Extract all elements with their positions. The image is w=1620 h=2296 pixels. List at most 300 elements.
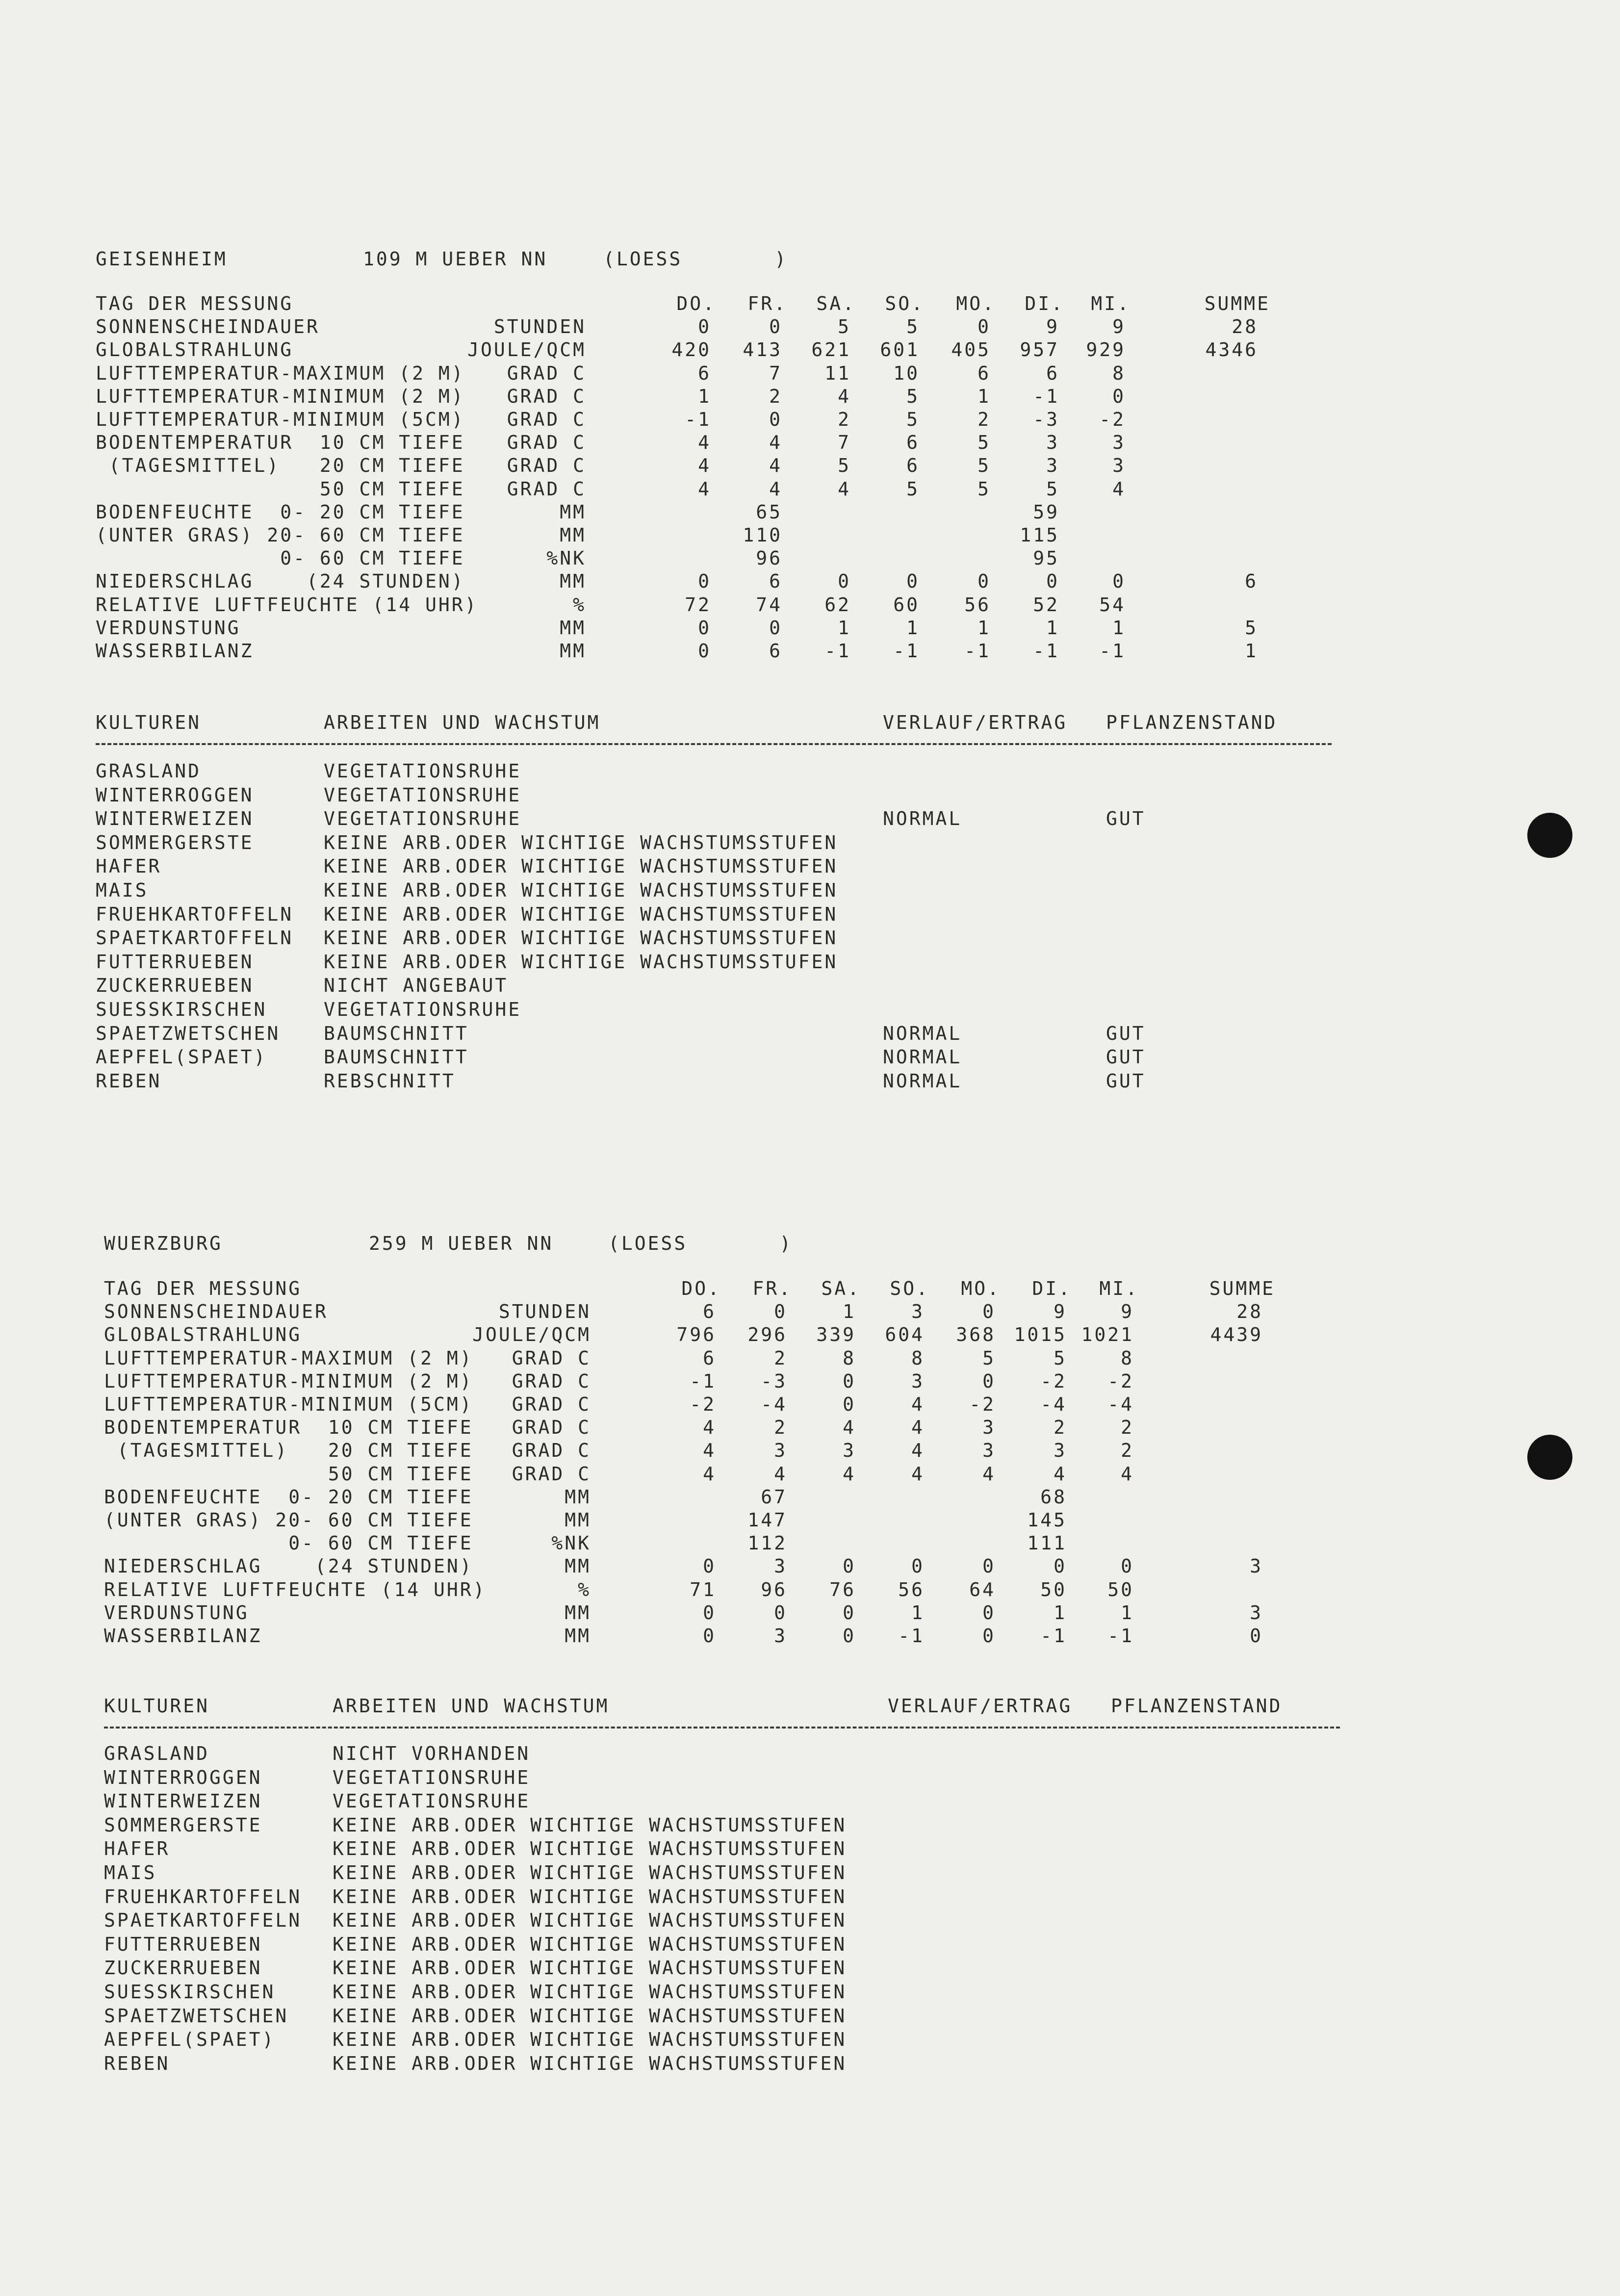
cell-value: 8	[911, 1347, 925, 1369]
cell-value: 54	[1099, 593, 1126, 616]
cell-value: 5	[977, 455, 991, 477]
row-unit: MM	[560, 524, 586, 546]
cell-value: 4	[703, 1440, 716, 1462]
cell-value: 96	[756, 547, 782, 569]
cell-value: 5	[838, 455, 851, 477]
day-header: DI.	[1032, 1278, 1072, 1299]
cell-value: 4	[911, 1417, 925, 1439]
crops-header-verlauf: VERLAUF/ERTRAG	[883, 712, 1068, 733]
cell-value: 1	[906, 617, 920, 639]
cell-value: 2	[769, 385, 782, 407]
row-label: WASSERBILANZ	[96, 640, 254, 662]
cell-value: 0	[977, 316, 991, 338]
cell-value: 4	[769, 455, 782, 477]
crop-work: KEINE ARB.ODER WICHTIGE WACHSTUMSSTUFEN	[333, 1981, 847, 2003]
cell-value: 6	[769, 570, 782, 593]
cell-value: 0	[769, 617, 782, 639]
cell-value: 50	[1040, 1578, 1067, 1600]
crop-work: VEGETATIONSRUHE	[324, 808, 522, 830]
cell-value: 4	[1112, 478, 1126, 500]
cell-value: 0	[982, 1370, 996, 1392]
cell-value: 2	[1054, 1417, 1067, 1439]
row-unit: MM	[560, 617, 586, 639]
row-unit: STUNDEN	[493, 316, 586, 338]
cell-value: 420	[671, 339, 711, 361]
crop-name: GRASLAND	[104, 1743, 210, 1764]
crop-work: KEINE ARB.ODER WICHTIGE WACHSTUMSSTUFEN	[333, 2005, 847, 2027]
cell-value: 621	[811, 339, 851, 361]
cell-value: 0	[1112, 385, 1126, 407]
cell-value: 6	[906, 455, 920, 477]
cell-value: 6	[703, 1347, 716, 1369]
cell-value: 0	[1046, 570, 1059, 593]
cell-value: 929	[1086, 339, 1126, 361]
day-header: SO.	[885, 293, 925, 314]
crop-name: SPAETZWETSCHEN	[104, 2005, 289, 2027]
cell-value: -1	[1033, 640, 1059, 662]
row-label: LUFTTEMPERATUR-MINIMUM (5CM)	[96, 409, 465, 430]
row-label: LUFTTEMPERATUR-MINIMUM (2 M)	[104, 1370, 473, 1392]
row-label: TAG DER MESSUNG	[96, 293, 294, 314]
cell-value: 6	[1046, 362, 1059, 384]
cell-value: 0	[774, 1301, 787, 1323]
cell-value: -2	[969, 1393, 996, 1415]
cell-value: 796	[676, 1324, 716, 1346]
row-label: WASSERBILANZ	[104, 1625, 262, 1647]
crops-header-pflanzen: PFLANZENSTAND	[1111, 1695, 1283, 1717]
row-label: LUFTTEMPERATUR-MINIMUM (2 M)	[96, 385, 465, 407]
cell-value: 0	[911, 1555, 925, 1577]
row-label: (UNTER GRAS) 20- 60 CM TIEFE	[104, 1509, 473, 1531]
crop-name: SOMMERGERSTE	[96, 831, 254, 853]
cell-value: 6	[977, 362, 991, 384]
crop-work: KEINE ARB.ODER WICHTIGE WACHSTUMSSTUFEN	[324, 951, 838, 973]
cell-value: 1	[1121, 1601, 1134, 1624]
row-unit: GRAD C	[512, 1440, 591, 1462]
cell-value: 4	[1054, 1463, 1067, 1485]
cell-value: -2	[690, 1393, 716, 1415]
crop-name: ZUCKERRUEBEN	[96, 975, 254, 997]
cell-value: 7	[769, 362, 782, 384]
cell-value: -1	[893, 640, 920, 662]
cell-value: 296	[747, 1324, 787, 1346]
row-unit: MM	[565, 1509, 591, 1531]
cell-value: -4	[1107, 1393, 1134, 1415]
row-unit: MM	[560, 570, 586, 593]
crop-work: REBSCHNITT	[324, 1070, 456, 1092]
crop-name: GRASLAND	[96, 760, 202, 782]
station-soil: (LOESS )	[603, 248, 788, 270]
row-unit: MM	[560, 640, 586, 662]
cell-value: 5	[977, 432, 991, 454]
row-unit: GRAD C	[507, 385, 586, 407]
cell-sum: 3	[1250, 1601, 1263, 1624]
row-unit: MM	[565, 1625, 591, 1647]
row-label: 50 CM TIEFE	[104, 1463, 473, 1485]
day-header: DI.	[1025, 293, 1064, 314]
cell-value: 2	[1121, 1417, 1134, 1439]
cell-value: 3	[843, 1440, 856, 1462]
crop-work: VEGETATIONSRUHE	[324, 784, 522, 806]
row-unit: %NK	[546, 547, 586, 569]
row-unit: %	[573, 593, 586, 616]
cell-value: -1	[1099, 640, 1126, 662]
crop-work: VEGETATIONSRUHE	[324, 999, 522, 1020]
cell-value: 4	[1121, 1463, 1134, 1485]
cell-value: 0	[982, 1301, 996, 1323]
cell-value: 4	[703, 1463, 716, 1485]
cell-value: 3	[1112, 455, 1126, 477]
cell-value: 2	[774, 1417, 787, 1439]
crop-name: SPAETZWETSCHEN	[96, 1022, 281, 1044]
row-label: NIEDERSCHLAG (24 STUNDEN)	[104, 1555, 473, 1577]
row-unit: GRAD C	[507, 409, 586, 430]
crop-work: VEGETATIONSRUHE	[324, 760, 522, 782]
row-unit: MM	[560, 501, 586, 523]
crop-work: BAUMSCHNITT	[324, 1022, 469, 1044]
cell-value: 4	[911, 1440, 925, 1462]
row-unit: MM	[565, 1601, 591, 1624]
cell-value: 405	[951, 339, 991, 361]
cell-value: 1	[911, 1601, 925, 1624]
cell-value: -2	[1099, 409, 1126, 430]
cell-value: 0	[982, 1601, 996, 1624]
day-header: DO.	[676, 293, 716, 314]
cell-value: 0	[906, 570, 920, 593]
crop-work: KEINE ARB.ODER WICHTIGE WACHSTUMSSTUFEN	[333, 1885, 847, 1908]
cell-value: 10	[893, 362, 920, 384]
cell-value: 1	[977, 385, 991, 407]
cell-value: 0	[982, 1625, 996, 1647]
row-label: TAG DER MESSUNG	[104, 1278, 302, 1299]
crop-work: KEINE ARB.ODER WICHTIGE WACHSTUMSSTUFEN	[333, 1814, 847, 1836]
cell-sum: 6	[1245, 570, 1258, 593]
cell-value: 1	[843, 1301, 856, 1323]
cell-value: -1	[1033, 385, 1059, 407]
crop-work: KEINE ARB.ODER WICHTIGE WACHSTUMSSTUFEN	[333, 1933, 847, 1955]
cell-value: -1	[1107, 1625, 1134, 1647]
row-unit: GRAD C	[507, 432, 586, 454]
cell-value: 0	[703, 1625, 716, 1647]
cell-value: 56	[898, 1578, 925, 1600]
cell-value: 9	[1112, 316, 1126, 338]
cell-value: 3	[774, 1625, 787, 1647]
crop-work: KEINE ARB.ODER WICHTIGE WACHSTUMSSTUFEN	[333, 1909, 847, 1932]
row-label: (TAGESMITTEL) 20 CM TIEFE	[104, 1440, 473, 1462]
crop-work: KEINE ARB.ODER WICHTIGE WACHSTUMSSTUFEN	[324, 903, 838, 925]
row-label: SONNENSCHEINDAUER	[96, 316, 320, 338]
cell-sum: 0	[1250, 1625, 1263, 1647]
row-label: LUFTTEMPERATUR-MAXIMUM (2 M)	[96, 362, 465, 384]
cell-value: 957	[1020, 339, 1059, 361]
cell-value: -3	[1033, 409, 1059, 430]
cell-value: 368	[956, 1324, 996, 1346]
crop-stand: GUT	[1106, 1046, 1146, 1068]
crop-verlauf: NORMAL	[883, 1070, 962, 1092]
crop-name: FRUEHKARTOFFELN	[96, 903, 294, 925]
cell-value: 5	[1046, 478, 1059, 500]
cell-value: 59	[1033, 501, 1059, 523]
cell-value: 0	[774, 1601, 787, 1624]
cell-value: 7	[838, 432, 851, 454]
crop-stand: GUT	[1106, 1022, 1146, 1044]
cell-value: 4	[698, 432, 711, 454]
cell-value: 8	[1121, 1347, 1134, 1369]
cell-value: 3	[911, 1301, 925, 1323]
cell-value: 0	[698, 617, 711, 639]
crop-name: FUTTERRUEBEN	[96, 951, 254, 973]
cell-value: 115	[1020, 524, 1059, 546]
cell-value: 4	[843, 1417, 856, 1439]
cell-sum: 4346	[1205, 339, 1258, 361]
crop-work: NICHT ANGEBAUT	[324, 975, 509, 997]
cell-value: 0	[769, 409, 782, 430]
cell-sum: 5	[1245, 617, 1258, 639]
cell-value: 1	[1112, 617, 1126, 639]
station-altitude: 109 M UEBER NN	[363, 248, 548, 270]
punch-hole	[1527, 813, 1572, 858]
cell-value: 5	[838, 316, 851, 338]
row-unit: GRAD C	[512, 1393, 591, 1415]
cell-value: 3	[982, 1417, 996, 1439]
cell-value: 65	[756, 501, 782, 523]
day-header: SO.	[890, 1278, 929, 1299]
cell-value: 5	[906, 316, 920, 338]
row-unit: GRAD C	[512, 1463, 591, 1485]
cell-value: 68	[1040, 1486, 1067, 1508]
crop-work: KEINE ARB.ODER WICHTIGE WACHSTUMSSTUFEN	[324, 927, 838, 949]
station-altitude: 259 M UEBER NN	[369, 1233, 554, 1254]
crop-name: HAFER	[104, 1838, 170, 1860]
cell-value: 0	[843, 1393, 856, 1415]
crop-work: VEGETATIONSRUHE	[333, 1766, 531, 1788]
day-header: FR.	[752, 1278, 792, 1299]
day-header: MO.	[961, 1278, 1001, 1299]
row-label: NIEDERSCHLAG (24 STUNDEN)	[96, 570, 465, 593]
station-name: WUERZBURG	[104, 1233, 223, 1254]
cell-value: 4	[982, 1463, 996, 1485]
cell-value: 5	[977, 478, 991, 500]
cell-value: -1	[1040, 1625, 1067, 1647]
cell-value: 111	[1027, 1532, 1067, 1554]
cell-value: 4	[774, 1463, 787, 1485]
cell-value: 3	[1046, 432, 1059, 454]
cell-value: 3	[774, 1555, 787, 1577]
crop-verlauf: NORMAL	[883, 1046, 962, 1068]
crop-work: VEGETATIONSRUHE	[333, 1790, 531, 1812]
crop-stand: GUT	[1106, 1070, 1146, 1092]
cell-value: 0	[982, 1555, 996, 1577]
cell-value: 0	[1121, 1555, 1134, 1577]
row-label: LUFTTEMPERATUR-MAXIMUM (2 M)	[104, 1347, 473, 1369]
cell-value: 4	[769, 432, 782, 454]
cell-value: 1	[838, 617, 851, 639]
cell-value: 0	[843, 1625, 856, 1647]
cell-value: 72	[685, 593, 711, 616]
crop-name: WINTERROGGEN	[96, 784, 254, 806]
day-header: MI.	[1091, 293, 1131, 314]
sum-header: SUMME	[1209, 1278, 1275, 1299]
cell-value: 50	[1107, 1578, 1134, 1600]
crops-header-kulturen: KULTUREN	[96, 712, 202, 733]
cell-value: 74	[756, 593, 782, 616]
row-label: SONNENSCHEINDAUER	[104, 1301, 328, 1323]
crop-name: REBEN	[96, 1070, 162, 1092]
cell-value: 4	[843, 1463, 856, 1485]
cell-value: -1	[964, 640, 991, 662]
cell-sum: 4439	[1210, 1324, 1263, 1346]
cell-value: 147	[747, 1509, 787, 1531]
crop-work: NICHT VORHANDEN	[333, 1743, 531, 1764]
row-unit: GRAD C	[507, 455, 586, 477]
cell-value: -4	[761, 1393, 787, 1415]
crop-name: WINTERWEIZEN	[96, 808, 254, 830]
crop-stand: GUT	[1106, 808, 1146, 830]
cell-value: 0	[843, 1370, 856, 1392]
cell-value: 339	[816, 1324, 856, 1346]
row-label: BODENFEUCHTE 0- 20 CM TIEFE	[104, 1486, 473, 1508]
crop-name: WINTERROGGEN	[104, 1766, 262, 1788]
cell-sum: 28	[1232, 316, 1258, 338]
crop-name: MAIS	[96, 879, 149, 901]
row-label: BODENFEUCHTE 0- 20 CM TIEFE	[96, 501, 465, 523]
row-unit: GRAD C	[512, 1347, 591, 1369]
crop-name: ZUCKERRUEBEN	[104, 1957, 262, 1979]
cell-value: 9	[1054, 1301, 1067, 1323]
crops-header-pflanzen: PFLANZENSTAND	[1106, 712, 1278, 733]
cell-value: 56	[964, 593, 991, 616]
crop-name: SUESSKIRSCHEN	[104, 1981, 276, 2003]
cell-value: 6	[906, 432, 920, 454]
cell-value: 0	[698, 316, 711, 338]
cell-value: 6	[769, 640, 782, 662]
dashed-separator	[96, 743, 1332, 745]
cell-value: 1015	[1014, 1324, 1067, 1346]
crop-name: MAIS	[104, 1862, 157, 1883]
row-label: 50 CM TIEFE	[96, 478, 465, 500]
cell-value: 52	[1033, 593, 1059, 616]
crop-work: KEINE ARB.ODER WICHTIGE WACHSTUMSSTUFEN	[333, 1862, 847, 1883]
cell-value: 3	[911, 1370, 925, 1392]
crop-work: KEINE ARB.ODER WICHTIGE WACHSTUMSSTUFEN	[333, 2052, 847, 2074]
cell-value: 413	[743, 339, 782, 361]
row-label: VERDUNSTUNG	[96, 617, 241, 639]
cell-value: 8	[843, 1347, 856, 1369]
cell-value: 76	[829, 1578, 856, 1600]
row-unit: MM	[565, 1486, 591, 1508]
row-unit: JOULE/QCM	[472, 1324, 591, 1346]
crop-name: AEPFEL(SPAET)	[96, 1046, 267, 1068]
cell-value: 5	[1054, 1347, 1067, 1369]
crop-work: BAUMSCHNITT	[324, 1046, 469, 1068]
row-label: GLOBALSTRAHLUNG	[96, 339, 294, 361]
punch-hole	[1527, 1435, 1572, 1480]
row-unit: GRAD C	[507, 362, 586, 384]
crop-name: SPAETKARTOFFELN	[104, 1909, 302, 1932]
cell-value: 2	[1121, 1440, 1134, 1462]
row-label: RELATIVE LUFTFEUCHTE (14 UHR)	[104, 1578, 487, 1600]
cell-value: 2	[977, 409, 991, 430]
cell-value: 4	[838, 478, 851, 500]
cell-value: 0	[977, 570, 991, 593]
cell-value: 0	[1054, 1555, 1067, 1577]
cell-value: 0	[1112, 570, 1126, 593]
crop-work: KEINE ARB.ODER WICHTIGE WACHSTUMSSTUFEN	[333, 2029, 847, 2051]
row-unit: %	[578, 1578, 591, 1600]
day-header: SA.	[821, 1278, 861, 1299]
cell-value: 4	[838, 385, 851, 407]
row-unit: GRAD C	[512, 1370, 591, 1392]
day-header: SA.	[816, 293, 856, 314]
day-header: MO.	[956, 293, 996, 314]
cell-value: -1	[898, 1625, 925, 1647]
cell-value: 110	[743, 524, 782, 546]
cell-value: -1	[685, 409, 711, 430]
row-unit: JOULE/QCM	[467, 339, 586, 361]
cell-value: 4	[703, 1417, 716, 1439]
row-label: RELATIVE LUFTFEUCHTE (14 UHR)	[96, 593, 478, 616]
cell-value: 1	[1046, 617, 1059, 639]
cell-sum: 3	[1250, 1555, 1263, 1577]
row-unit: STUNDEN	[498, 1301, 591, 1323]
cell-value: 0	[698, 640, 711, 662]
cell-value: 9	[1121, 1301, 1134, 1323]
cell-value: 96	[761, 1578, 787, 1600]
cell-value: 5	[906, 409, 920, 430]
cell-value: -2	[1040, 1370, 1067, 1392]
crop-name: HAFER	[96, 855, 162, 877]
crop-name: FUTTERRUEBEN	[104, 1933, 262, 1955]
station-name: GEISENHEIM	[96, 248, 228, 270]
cell-value: 11	[824, 362, 851, 384]
day-header: DO.	[681, 1278, 721, 1299]
crop-name: FRUEHKARTOFFELN	[104, 1885, 302, 1908]
cell-value: 3	[1046, 455, 1059, 477]
crops-header-verlauf: VERLAUF/ERTRAG	[888, 1695, 1073, 1717]
cell-value: 112	[747, 1532, 787, 1554]
cell-value: 8	[1112, 362, 1126, 384]
cell-value: 71	[690, 1578, 716, 1600]
cell-value: 0	[838, 570, 851, 593]
cell-value: 2	[838, 409, 851, 430]
cell-value: 6	[703, 1301, 716, 1323]
row-unit: %NK	[551, 1532, 591, 1554]
cell-value: 1021	[1081, 1324, 1134, 1346]
cell-value: 67	[761, 1486, 787, 1508]
cell-value: 3	[1112, 432, 1126, 454]
cell-value: 1	[977, 617, 991, 639]
crop-work: KEINE ARB.ODER WICHTIGE WACHSTUMSSTUFEN	[324, 831, 838, 853]
cell-value: 64	[969, 1578, 996, 1600]
cell-value: 1	[698, 385, 711, 407]
cell-value: 0	[843, 1555, 856, 1577]
crops-header-arbeiten: ARBEITEN UND WACHSTUM	[324, 712, 601, 733]
row-label: LUFTTEMPERATUR-MINIMUM (5CM)	[104, 1393, 473, 1415]
crop-work: KEINE ARB.ODER WICHTIGE WACHSTUMSSTUFEN	[333, 1838, 847, 1860]
cell-value: 9	[1046, 316, 1059, 338]
cell-value: 0	[698, 570, 711, 593]
cell-value: 3	[1054, 1440, 1067, 1462]
cell-value: 0	[843, 1601, 856, 1624]
station-soil: (LOESS )	[608, 1233, 793, 1254]
crops-header-arbeiten: ARBEITEN UND WACHSTUM	[333, 1695, 610, 1717]
cell-value: -1	[690, 1370, 716, 1392]
cell-value: 0	[703, 1601, 716, 1624]
cell-sum: 1	[1245, 640, 1258, 662]
row-label: (UNTER GRAS) 20- 60 CM TIEFE	[96, 524, 465, 546]
cell-value: 1	[1054, 1601, 1067, 1624]
cell-value: 6	[698, 362, 711, 384]
